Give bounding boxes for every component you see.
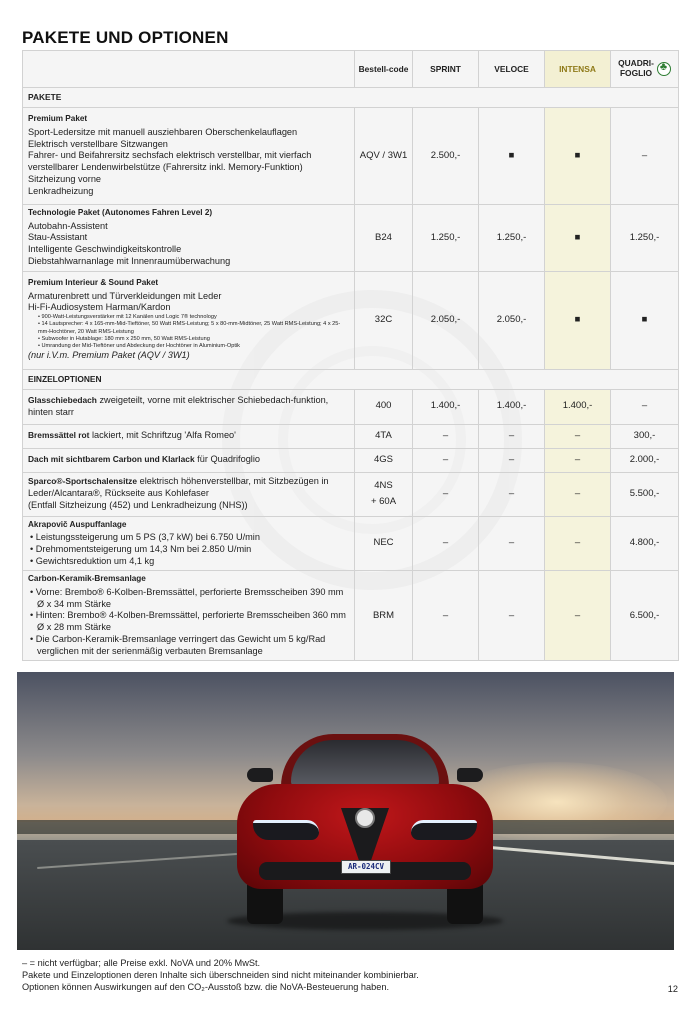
list-item: Intelligente Geschwindigkeitskontrolle [28,244,182,255]
sparco-sitze-desc [23,472,355,516]
list-item: • Vorne: Brembo® 6-Kolben-Bremssättel, perforierte Bremsscheiben 390 mm Ø x 34 mm Stärke [30,586,344,609]
sparco-sitze-intensa: – [545,472,611,516]
interieur-paket-desc [23,271,355,369]
list-item: • Subwoofer in Hutablage: 180 mm x 250 mm, 50 Watt RMS-Leistung [38,335,210,342]
list-item: Stau-Assistant [28,232,88,243]
bremssaettel-title: Bremssättel rot [28,430,90,441]
premium-paket-veloce: ■ [479,108,545,205]
bremssaettel-code: 4TA [355,424,413,448]
interieur-paket-note: (nur i.V.m. Premium Paket (AQV / 3W1) [28,350,190,361]
header-qf-line1: QUADRI- [618,58,654,69]
technologie-paket-intensa: ■ [545,205,611,272]
interieur-paket-veloce: 2.050,- [479,271,545,369]
header-description [23,51,355,88]
table-header-row [23,51,679,88]
list-item: Elektrisch verstellbare Sitzwangen [28,138,168,149]
sparco-sitze-title: Sparco®-Sportschalensitze [28,476,138,487]
car-mirror [247,768,273,782]
list-item: Fahrer- und Beifahrersitz sechsfach elektrisch verstellbar, mit vierfach verstellbarer Lendenwirbelstütze (Fahrersitz inkl. Memory-Funktion) [28,150,312,173]
glasschiebedach-veloce: 1.400,- [479,389,545,424]
carbon-dach-veloce: – [479,448,545,472]
table-row-sparco-sitze [23,472,679,516]
sparco-code-line1: 4NS [374,480,393,492]
footnote-line: Pakete und Einzeloptionen deren Inhalte sich überschneiden sind nicht miteinander kombinierbar. [22,969,419,980]
glasschiebedach-code: 400 [355,389,413,424]
glasschiebedach-intensa: 1.400,- [545,389,611,424]
list-item: • 900-Watt-Leistungsverstärker mit 12 Kanälen und Logic 7® technology [38,314,217,321]
interieur-paket-title: Premium Interieur & Sound Paket [28,278,159,287]
header-veloce: VELOCE [479,51,545,88]
list-item: • Drehmomentsteigerung um 14,3 Nm bei 2.850 U/min [30,543,252,554]
table-row-technologie-paket [23,205,679,272]
glasschiebedach-desc [23,389,355,424]
carbon-dach-intensa: – [545,448,611,472]
carbon-dach-code: 4GS [355,448,413,472]
technologie-paket-qf: 1.250,- [611,205,679,272]
section-title-pakete: PAKETE [23,88,679,108]
premium-paket-desc [23,108,355,205]
technologie-paket-veloce: 1.250,- [479,205,545,272]
car-windshield [291,740,439,786]
technologie-paket-sprint: 1.250,- [413,205,479,272]
akrapovic-intensa: – [545,516,611,571]
bremssaettel-qf: 300,- [611,424,679,448]
list-item: • Leistungssteigerung um 5 PS (3,7 kW) bei 6.750 U/min [30,532,260,543]
footnotes [22,958,419,994]
akrapovic-desc [23,516,355,571]
alfa-romeo-badge-icon [355,808,375,828]
list-item: Diebstahlwarnanlage mit Innenraumüberwachung [28,255,231,266]
car-mirror [457,768,483,782]
interieur-paket-intensa: ■ [545,271,611,369]
header-qf-line2: FOGLIO [619,68,653,78]
akrapovic-title: Akrapovič Auspuffanlage [28,519,127,529]
list-item: Hi-Fi-Audiosystem Harman/Kardon [28,302,171,313]
bremssaettel-text: lackiert, mit Schriftzug 'Alfa Romeo' [89,430,236,441]
header-intensa: INTENSA [545,51,611,88]
table-row-interieur-sound-paket [23,271,679,369]
carbon-bremsanlage-veloce: – [479,571,545,661]
carbon-dach-sprint: – [413,448,479,472]
akrapovic-sprint: – [413,516,479,571]
car-headlight [253,820,319,840]
glasschiebedach-title: Glasschiebedach [28,394,97,405]
sparco-sitze-qf: 5.500,- [611,472,679,516]
table-row-carbon-bremsanlage [23,571,679,661]
section-row-pakete [23,88,679,108]
premium-paket-intensa: ■ [545,108,611,205]
premium-paket-sprint: 2.500,- [413,108,479,205]
bremssaettel-desc [23,424,355,448]
carbon-dach-title: Dach mit sichtbarem Carbon und Klarlack [28,454,195,465]
license-plate: AR-024CV [341,860,391,874]
glasschiebedach-sprint: 1.400,- [413,389,479,424]
list-item: Sport-Ledersitze mit manuell ausziehbaren Oberschenkelauflagen [28,126,298,137]
table-row-carbon-dach [23,448,679,472]
technologie-paket-code: B24 [355,205,413,272]
interieur-paket-sprint: 2.050,- [413,271,479,369]
car-photo [17,672,674,950]
interieur-paket-qf: ■ [611,271,679,369]
carbon-dach-qf: 2.000,- [611,448,679,472]
akrapovic-code: NEC [355,516,413,571]
technologie-paket-desc [23,205,355,272]
list-item: • 14 Lautsprecher: 4 x 165-mm-Mid-Tieftöner, 50 Watt RMS-Leistung; 5 x 80-mm-Midtöner, 25 Watt RMS-Leistung; 4 x 25-mm-Hochtöner, 20 Watt RMS-Leistung [38,321,341,335]
carbon-bremsanlage-sprint: – [413,571,479,661]
section-title-einzeloptionen: EINZELOPTIONEN [23,369,679,389]
premium-paket-code: AQV / 3W1 [355,108,413,205]
page-title: PAKETE UND OPTIONEN [22,28,229,47]
footnote-line: Optionen können Auswirkungen auf den CO₂-Ausstoß bzw. die NoVA-Besteuerung haben. [22,981,390,992]
bremssaettel-sprint: – [413,424,479,448]
sparco-sitze-extra: (Entfall Sitzheizung (452) und Lenkradheizung (NHS)) [28,499,248,510]
table-row-premium-paket [23,108,679,205]
carbon-dach-text: für Quadrifoglio [194,454,260,465]
interieur-paket-code: 32C [355,271,413,369]
header-code: Bestell-code [355,51,413,88]
carbon-bremsanlage-code: BRM [355,571,413,661]
akrapovic-qf: 4.800,- [611,516,679,571]
glasschiebedach-text: zweigeteilt, vorne mit elektrischer Schiebedach-funktion, hinten starr [28,394,329,417]
list-item: • Umrandung der Mid-Tieftöner und Abdeckung der Hochtöner in Aluminium-Optik [38,343,240,350]
table-row-akrapovic [23,516,679,571]
premium-paket-qf: – [611,108,679,205]
car-headlight [411,820,477,840]
page-number: 12 [667,984,678,994]
premium-paket-title: Premium Paket [28,114,88,124]
carbon-dach-desc [23,448,355,472]
sparco-code-line2: + 60A [370,495,397,507]
list-item: • Hinten: Brembo® 4-Kolben-Bremssättel, perforierte Bremsscheiben 360 mm Ø x 28 mm Stärke [30,610,346,633]
carbon-bremsanlage-title: Carbon-Keramik-Bremsanlage [28,574,146,584]
header-sprint: SPRINT [413,51,479,88]
sparco-sitze-veloce: – [479,472,545,516]
table-row-bremssaettel [23,424,679,448]
list-item: • Gewichtsreduktion um 4,1 kg [30,555,155,566]
carbon-bremsanlage-intensa: – [545,571,611,661]
footnote-line: – = nicht verfügbar; alle Preise exkl. NoVA und 20% MwSt. [22,958,261,968]
options-table-container [22,50,678,661]
options-table [22,50,679,661]
list-item: Autobahn-Assistent [28,220,108,231]
bremssaettel-veloce: – [479,424,545,448]
sparco-sitze-text: elektrisch höhenverstellbar, mit Sitzbezügen in Leder/Alcantara®, Rückseite aus Kohlefaser [28,476,329,499]
list-item: Lenkradheizung [28,185,94,196]
list-item: • Die Carbon-Keramik-Bremsanlage verringert das Gewicht um 5 kg/Rad verglichen mit der serienmäßig verbauten Bremsanlage [30,633,326,656]
red-car-illustration [237,734,493,929]
sparco-sitze-code [355,472,413,516]
bremssaettel-intensa: – [545,424,611,448]
list-item: Sitzheizung vorne [28,174,102,185]
technologie-paket-title: Technologie Paket (Autonomes Fahren Level 2) [28,208,213,217]
table-row-glasschiebedach [23,389,679,424]
list-item: Armaturenbrett und Türverkleidungen mit Leder [28,290,222,301]
sparco-sitze-sprint: – [413,472,479,516]
header-quadrifoglio [611,51,679,88]
carbon-bremsanlage-desc [23,571,355,661]
section-row-einzeloptionen [23,369,679,389]
akrapovic-veloce: – [479,516,545,571]
carbon-bremsanlage-qf: 6.500,- [611,571,679,661]
quadrifoglio-clover-icon [657,62,671,76]
glasschiebedach-qf: – [611,389,679,424]
